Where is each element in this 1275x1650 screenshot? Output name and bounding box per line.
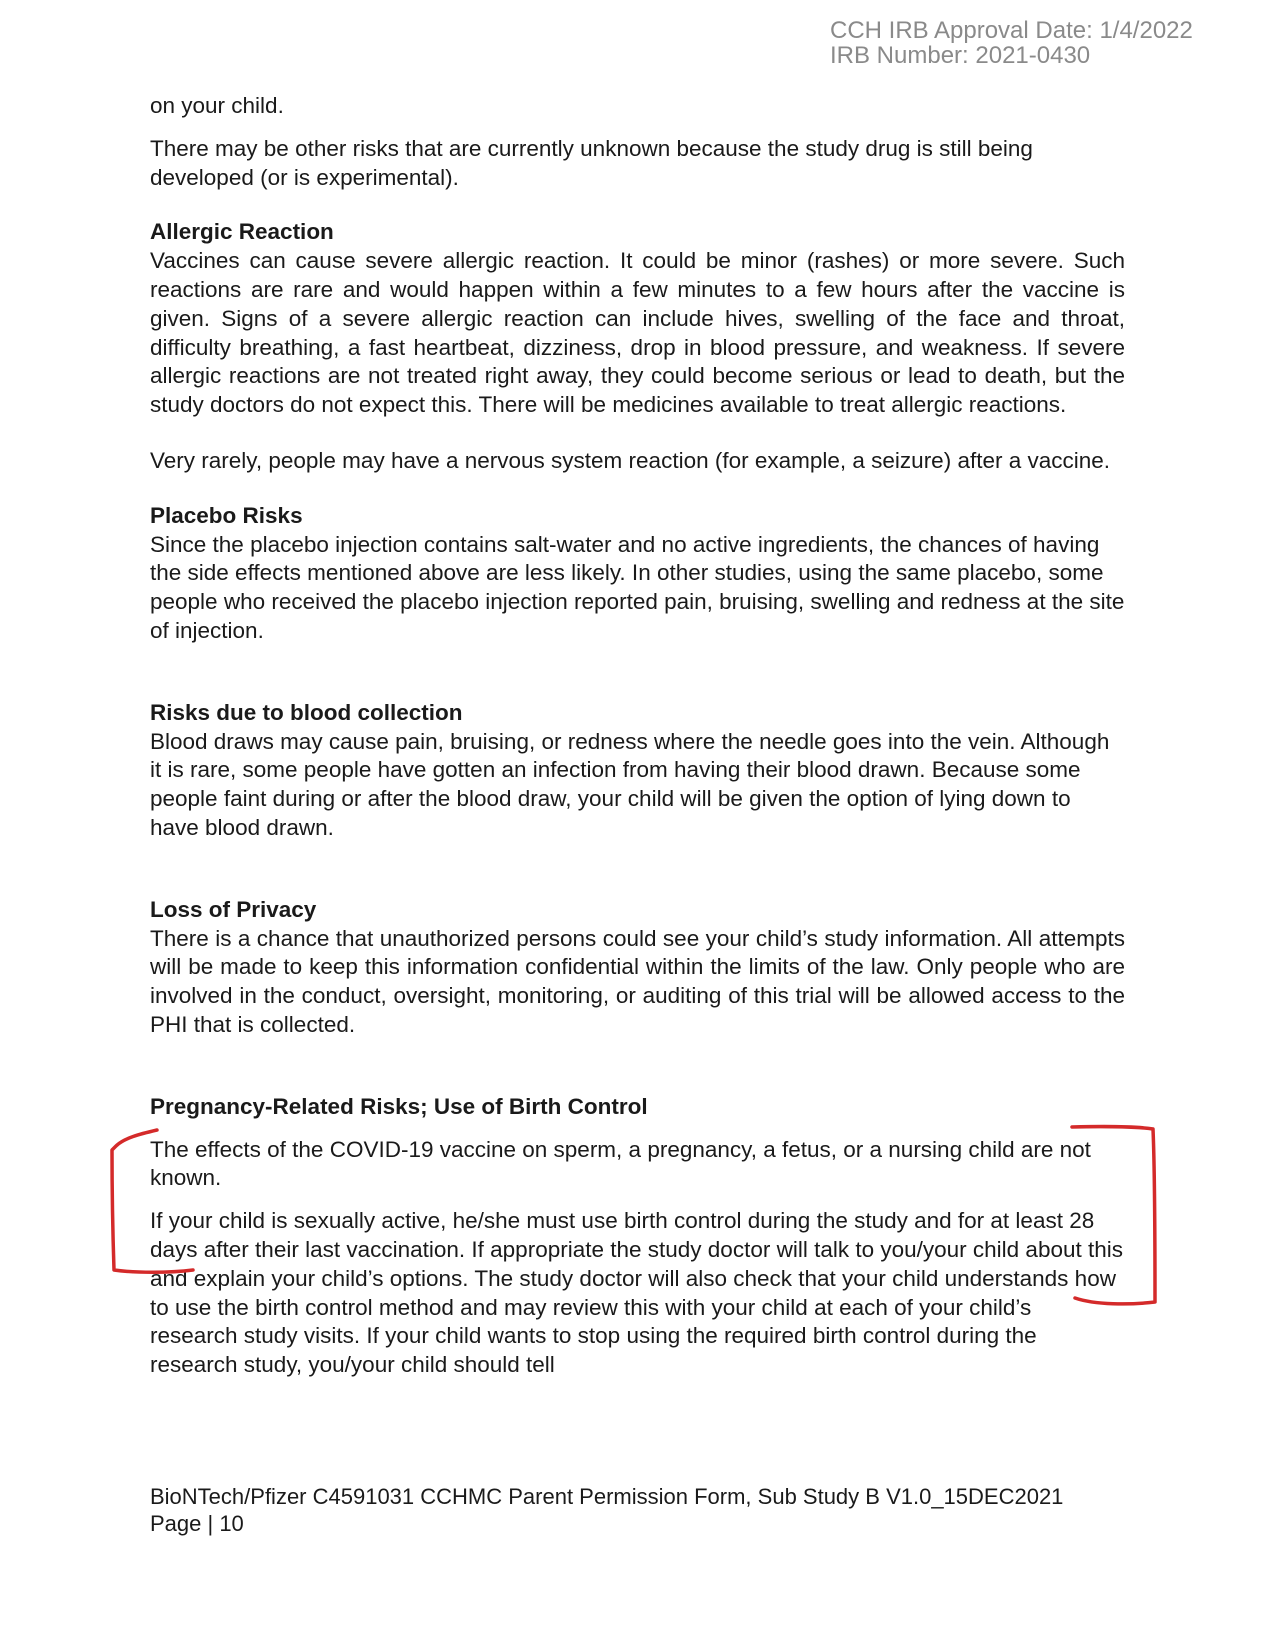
unknown-risks-text: There may be other risks that are currently unknown because the study drug is still being developed (or is experimental). xyxy=(150,135,1033,190)
allergic-heading: Allergic Reaction xyxy=(150,219,334,245)
allergic-text: Vaccines can cause severe allergic reaction. It could be minor (rashes) or more severe. Such reactions are rare and would happen within a few minutes to a few hours after the vaccine is given. Signs of a severe allergic reaction can include hives, swelling of the face and throat, difficulty breathing, a fast heartbeat, dizziness, drop in blood pressure, and weakness. If severe allergic reactions are not treated right away, they could become serious or lead to death, but the study doctors do not expect this. There will be medicines available to treat allergic reactions. xyxy=(150,248,1125,418)
footer-form-id: BioNTech/Pfizer C4591031 CCHMC Parent Permission Form, Sub Study B V1.0_15DEC2021 xyxy=(150,1484,1064,1509)
privacy-text: There is a chance that unauthorized persons could see your child’s study information. All attempts will be made to keep this information confidential within the limits of the law. Only people who are involved in the conduct, oversight, monitoring, or auditing of this trial will be allowed access to the PHI that is collected. xyxy=(150,925,1125,1037)
placebo-text: Since the placebo injection contains salt-water and no active ingredients, the chances of having the side effects mentioned above are less likely. In other studies, using the same placebo, some people who received the placebo injection reported pain, bruising, swelling and redness at the site of injection. xyxy=(150,531,1125,643)
irb-number: IRB Number: 2021-0430 xyxy=(830,42,1091,69)
continuation-text: on your child. xyxy=(150,93,284,118)
pregnancy-text-1: The effects of the COVID-19 vaccine on sperm, a pregnancy, a fetus, or a nursing child are not known. xyxy=(150,1136,1091,1191)
irb-approval-date: CCH IRB Approval Date: 1/4/2022 xyxy=(830,17,1193,44)
pregnancy-text-2: If your child is sexually active, he/she must use birth control during the study and for at least 28 days after their last vaccination. If appropriate the study doctor will talk to you/your child about this and explain your child’s options. The study doctor will also check that your child understands how to use the birth control method and may review this with your child at each of your child’s research study visits. If your child wants to stop using the required birth control during the research study, you/your child should tell xyxy=(150,1208,1124,1378)
nervous-system-text: Very rarely, people may have a nervous system reaction (for example, a seizure) after a vaccine. xyxy=(150,447,1111,473)
blood-heading: Risks due to blood collection xyxy=(150,699,463,725)
footer-page-number: Page | 10 xyxy=(150,1511,244,1536)
privacy-heading: Loss of Privacy xyxy=(150,896,317,922)
page-footer xyxy=(150,1483,1063,1537)
placebo-heading: Placebo Risks xyxy=(150,502,303,528)
document-body xyxy=(150,92,1125,1380)
irb-stamp xyxy=(830,18,1193,68)
blood-text: Blood draws may cause pain, bruising, or redness where the needle goes into the vein. Although it is rare, some people have gotten an infection from having their blood drawn. Because some people faint during or after the blood draw, your child will be given the option of lying down to have blood drawn. xyxy=(150,728,1110,840)
pregnancy-heading: Pregnancy-Related Risks; Use of Birth Control xyxy=(150,1093,648,1119)
